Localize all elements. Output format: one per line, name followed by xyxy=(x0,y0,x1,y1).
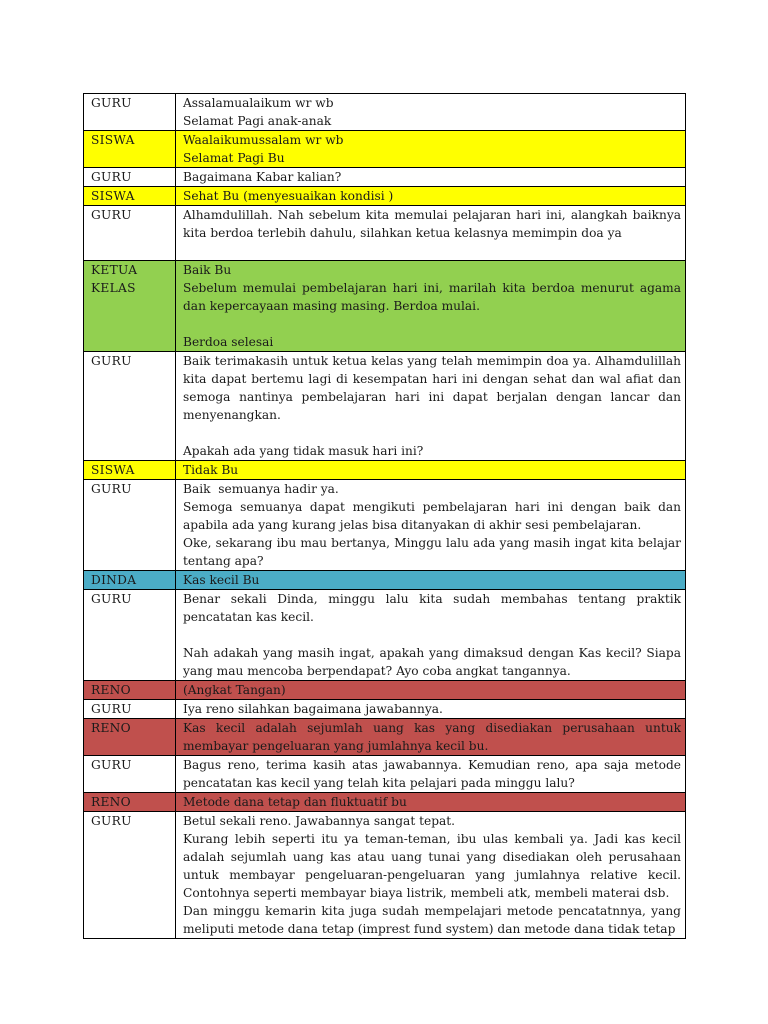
dialogue-row xyxy=(84,812,686,939)
utterance-line: Nah adakah yang masih ingat, apakah yang dimaksud dengan Kas kecil? Siapa yang mau mencoba berpendapat? Ayo coba angkat tangannya. xyxy=(183,646,685,678)
utterance-line: Waalaikumussalam wr wb xyxy=(183,133,344,147)
dialogue-table-body xyxy=(84,94,686,939)
utterance-line: Benar sekali Dinda, minggu lalu kita sudah membahas tentang praktik pencatatan kas kecil. xyxy=(183,592,685,624)
speaker-cell: GURU xyxy=(84,812,176,939)
utterance-line: Oke, sekarang ibu mau bertanya, Minggu lalu ada yang masih ingat kita belajar tentang apa? xyxy=(183,536,685,568)
dialogue-row xyxy=(84,352,686,461)
utterance-cell xyxy=(176,700,686,719)
utterance-line: (Angkat Tangan) xyxy=(183,683,286,697)
utterance-line: Berdoa selesai xyxy=(183,335,274,349)
speaker-cell: GURU xyxy=(84,206,176,261)
utterance-cell xyxy=(176,480,686,571)
utterance-cell xyxy=(176,352,686,461)
dialogue-row xyxy=(84,681,686,700)
utterance-cell xyxy=(176,168,686,187)
dialogue-row xyxy=(84,700,686,719)
utterance-line: Selamat Pagi anak-anak xyxy=(183,114,332,128)
utterance-line: Selamat Pagi Bu xyxy=(183,151,285,165)
speaker-cell: RENO xyxy=(84,719,176,756)
dialogue-row xyxy=(84,793,686,812)
utterance-line: Betul sekali reno. Jawabannya sangat tepat. xyxy=(183,814,456,828)
speaker-cell: GURU xyxy=(84,756,176,793)
utterance-line: Kas kecil Bu xyxy=(183,573,260,587)
utterance-cell xyxy=(176,206,686,261)
speaker-cell: GURU xyxy=(84,590,176,681)
utterance-line: Baik Bu xyxy=(183,263,232,277)
speaker-cell: GURU xyxy=(84,94,176,131)
dialogue-row xyxy=(84,187,686,206)
utterance-cell xyxy=(176,590,686,681)
speaker-cell: RENO xyxy=(84,681,176,700)
utterance-line: Bagaimana Kabar kalian? xyxy=(183,170,342,184)
utterance-line: Bagus reno, terima kasih atas jawabannya. Kemudian reno, apa saja metode pencatatan kas kecil yang telah kita pelajari pada minggu lalu? xyxy=(183,758,685,790)
utterance-cell xyxy=(176,793,686,812)
utterance-line: Metode dana tetap dan fluktuatif bu xyxy=(183,795,407,809)
dialogue-row xyxy=(84,206,686,261)
speaker-cell: SISWA xyxy=(84,461,176,480)
speaker-cell: SISWA xyxy=(84,131,176,168)
utterance-line: Dan minggu kemarin kita juga sudah mempelajari metode pencatatnnya, yang meliputi metode dana tetap (imprest fund system) dan metode dana tidak tetap xyxy=(183,904,685,936)
utterance-cell xyxy=(176,681,686,700)
utterance-line: Baik terimakasih untuk ketua kelas yang telah memimpin doa ya. Alhamdulillah kita dapat bertemu lagi di kesempatan hari ini dengan sehat dan wal afiat dan semoga nantinya pembelajaran hari ini dapat berjalan dengan lancar dan menyenangkan. xyxy=(183,354,685,422)
dialogue-row xyxy=(84,480,686,571)
utterance-cell xyxy=(176,719,686,756)
utterance-line: Baik semuanya hadir ya. xyxy=(183,482,339,496)
dialogue-row xyxy=(84,94,686,131)
utterance-line: Sebelum memulai pembelajaran hari ini, marilah kita berdoa menurut agama dan kepercayaan masing masing. Berdoa mulai. xyxy=(183,281,685,313)
speaker-cell: DINDA xyxy=(84,571,176,590)
utterance-cell xyxy=(176,261,686,352)
utterance-cell xyxy=(176,461,686,480)
dialogue-row xyxy=(84,261,686,352)
utterance-line: Semoga semuanya dapat mengikuti pembelajaran hari ini dengan baik dan apabila ada yang kurang jelas bisa ditanyakan di akhir sesi pembelajaran. xyxy=(183,500,685,532)
dialogue-row xyxy=(84,571,686,590)
utterance-line: Assalamualaikum wr wb xyxy=(183,96,334,110)
utterance-line: Kas kecil adalah sejumlah uang kas yang disediakan perusahaan untuk membayar pengeluaran yang jumlahnya kecil bu. xyxy=(183,721,685,753)
speaker-cell: GURU xyxy=(84,700,176,719)
speaker-cell: GURU xyxy=(84,352,176,461)
utterance-line: Kurang lebih seperti itu ya teman-teman, ibu ulas kembali ya. Jadi kas kecil adalah sejumlah uang kas atau uang tunai yang disediakan oleh perusahaan untuk membayar pengeluaran-pengeluaran yang jumlahnya relative kecil. Contohnya seperti membayar biaya listrik, membeli atk, membeli materai dsb. xyxy=(183,832,685,900)
utterance-cell xyxy=(176,571,686,590)
utterance-line xyxy=(183,424,681,442)
utterance-line: Apakah ada yang tidak masuk hari ini? xyxy=(183,444,424,458)
utterance-line: Iya reno silahkan bagaimana jawabannya. xyxy=(183,702,443,716)
utterance-line xyxy=(183,626,681,644)
utterance-cell xyxy=(176,812,686,939)
dialogue-row xyxy=(84,756,686,793)
speaker-cell: KETUA KELAS xyxy=(84,261,176,352)
utterance-cell xyxy=(176,756,686,793)
utterance-cell xyxy=(176,187,686,206)
utterance-line xyxy=(183,315,681,333)
utterance-cell xyxy=(176,131,686,168)
utterance-line xyxy=(183,242,681,260)
speaker-cell: GURU xyxy=(84,480,176,571)
speaker-cell: SISWA xyxy=(84,187,176,206)
utterance-line: Alhamdulillah. Nah sebelum kita memulai pelajaran hari ini, alangkah baiknya kita berdoa terlebih dahulu, silahkan ketua kelasnya memimpin doa ya xyxy=(183,208,685,240)
dialogue-row xyxy=(84,131,686,168)
utterance-cell xyxy=(176,94,686,131)
dialogue-row xyxy=(84,461,686,480)
utterance-line: Tidak Bu xyxy=(183,463,239,477)
utterance-line: Sehat Bu (menyesuaikan kondisi ) xyxy=(183,189,394,203)
dialogue-row xyxy=(84,168,686,187)
speaker-cell: RENO xyxy=(84,793,176,812)
dialogue-row xyxy=(84,590,686,681)
dialogue-row xyxy=(84,719,686,756)
dialogue-table xyxy=(83,93,686,939)
speaker-cell: GURU xyxy=(84,168,176,187)
